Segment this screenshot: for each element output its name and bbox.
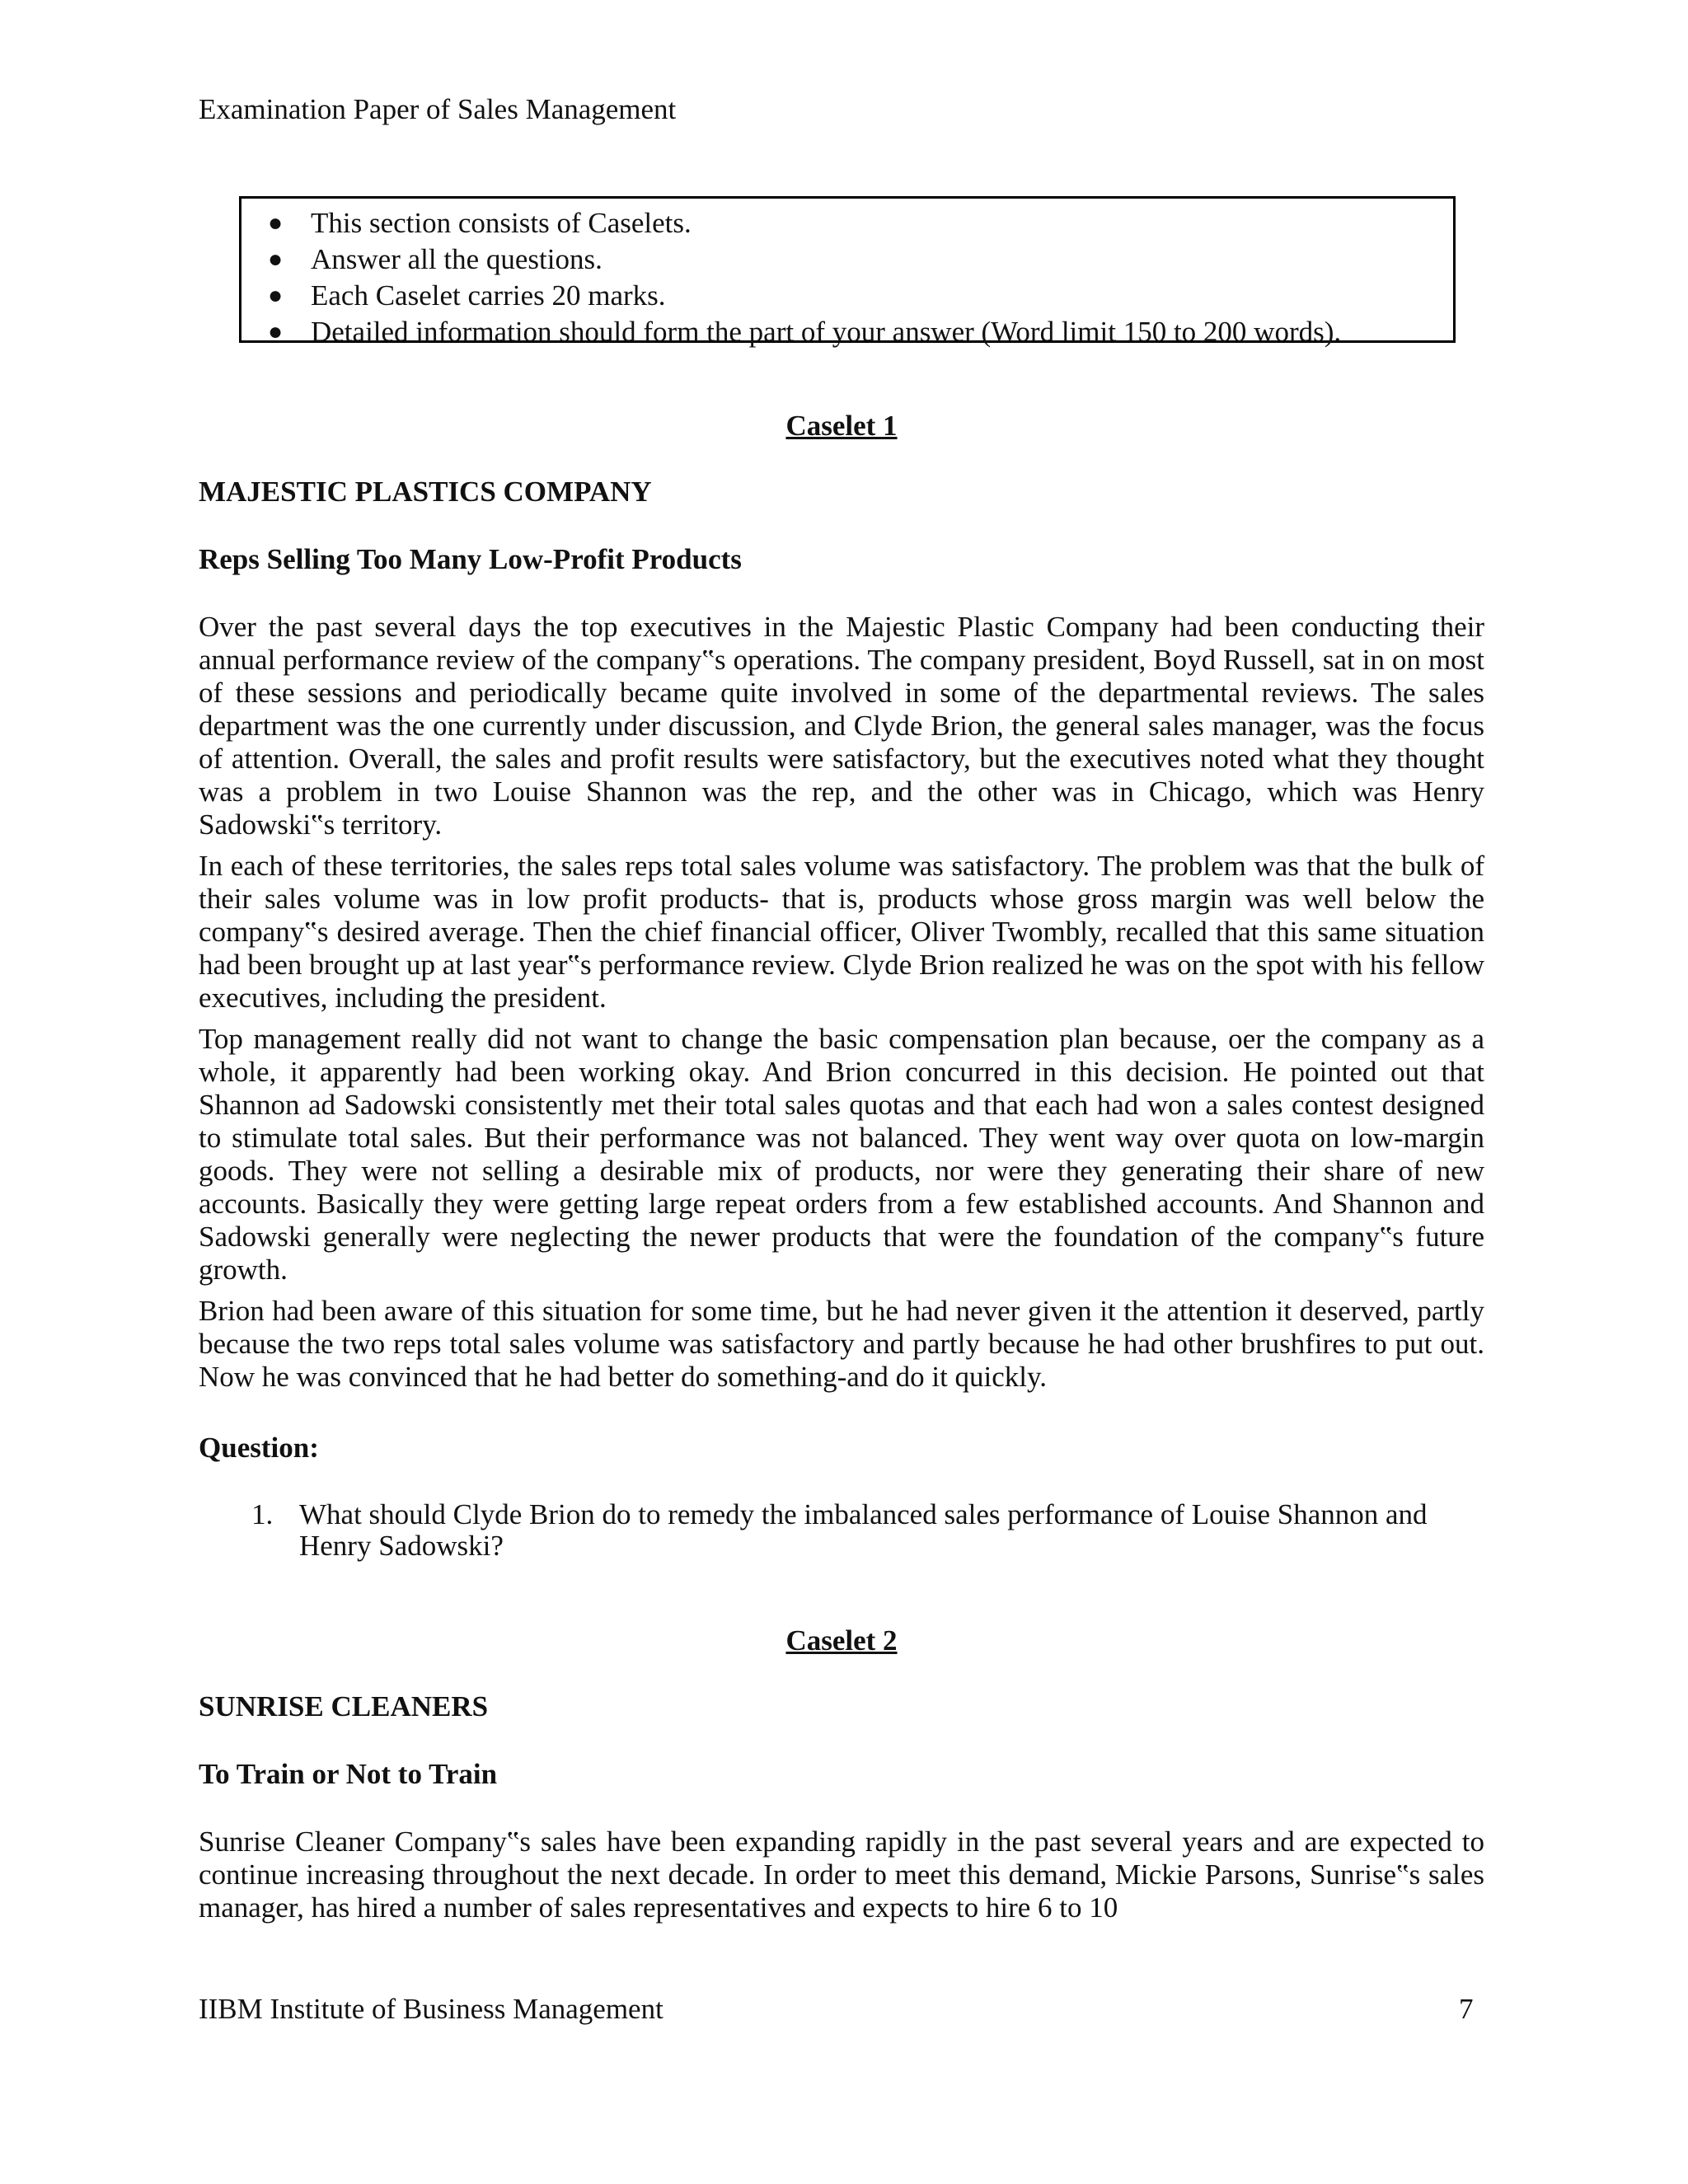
question-heading: Question: <box>199 1432 319 1464</box>
question-text: What should Clyde Brion do to remedy the imbalanced sales performance of Louise Shannon and Henry Sadowski? <box>299 1498 1428 1562</box>
caselet-1-paragraph: Top management really did not want to change the basic compensation plan because, oer the company as a whole, it apparently had been working okay. And Brion concurred in this decision. He pointed out that Shannon ad Sadowski consistently met their total sales quotas and that each had won a sales contest designed to stimulate total sales. But their performance was not balanced. They went way over quota on low-margin goods. They were not selling a desirable mix of products, nor were they generating their share of new accounts. Basically they were getting large repeat orders from a few established accounts. And Shannon and Sadowski generally were neglecting the newer products that were the foundation of the company‟s future growth. <box>199 1023 1484 1286</box>
instructions-box <box>239 196 1456 348</box>
caselet-2-title: Caselet 2 <box>785 1624 898 1657</box>
caselet-1-title: Caselet 1 <box>785 410 898 442</box>
instruction-item: ● This section consists of Caselets. <box>311 205 1453 241</box>
bullet-icon: ● <box>268 246 284 273</box>
caselet-1-paragraph: In each of these territories, the sales reps total sales volume was satisfactory. The problem was that the bulk of their sales volume was in low profit products- that is, products whose gross margin was well below the company‟s desired average. Then the chief financial officer, Oliver Twombly, recalled that this same situation had been brought up at last year‟s performance review. Clyde Brion realized he was on the spot with his fellow executives, including the president. <box>199 850 1484 1014</box>
instruction-item: ● Answer all the questions. <box>311 241 1453 278</box>
caselet-2-subtitle: To Train or Not to Train <box>199 1758 498 1790</box>
caselet-2-company: SUNRISE CLEANERS <box>199 1690 489 1722</box>
footer-institute: IIBM Institute of Business Management <box>199 1993 663 2025</box>
caselet-2-paragraph: Sunrise Cleaner Company‟s sales have been expanding rapidly in the past several years and are expected to continue increasing throughout the next decade. In order to meet this demand, Mickie Parsons, Sunrise‟s sales manager, has hired a number of sales representatives and expects to hire 6 to 10 <box>199 1825 1484 1924</box>
caselet-1-paragraph: Brion had been aware of this situation for some time, but he had never given it the attention it deserved, partly because the two reps total sales volume was satisfactory and partly because he had other brushfires to put out. Now he was convinced that he had better do something-and do it quickly. <box>199 1295 1484 1393</box>
caselet-1-paragraph: Over the past several days the top executives in the Majestic Plastic Company had been conducting their annual performance review of the company‟s operations. The company president, Boyd Russell, sat in on most of these sessions and periodically became quite involved in some of the departmental reviews. The sales department was the one currently under discussion, and Clyde Brion, the general sales manager, was the focus of attention. Overall, the sales and profit results were satisfactory, but the executives noted what they thought was a problem in two Louise Shannon was the rep, and the other was in Chicago, which was Henry Sadowski‟s territory. <box>199 611 1484 841</box>
instructions-list <box>241 205 1453 350</box>
bullet-icon: ● <box>268 209 284 237</box>
caselet-1-subtitle: Reps Selling Too Many Low-Profit Products <box>199 543 742 575</box>
instruction-item: ● Each Caselet carries 20 marks. <box>311 278 1453 314</box>
question-list <box>199 1499 1484 1562</box>
page-number: 7 <box>1459 1993 1474 2025</box>
question-item <box>199 1499 1484 1562</box>
question-number: 1. <box>251 1498 274 1530</box>
bullet-icon: ● <box>268 318 284 345</box>
main-content <box>199 408 1484 1924</box>
instruction-item: ● Detailed information should form the part of your answer (Word limit 150 to 200 words). <box>311 314 1453 350</box>
page-header: Examination Paper of Sales Management <box>199 93 677 125</box>
caselet-1-company: MAJESTIC PLASTICS COMPANY <box>199 476 652 508</box>
bullet-icon: ● <box>268 282 284 309</box>
